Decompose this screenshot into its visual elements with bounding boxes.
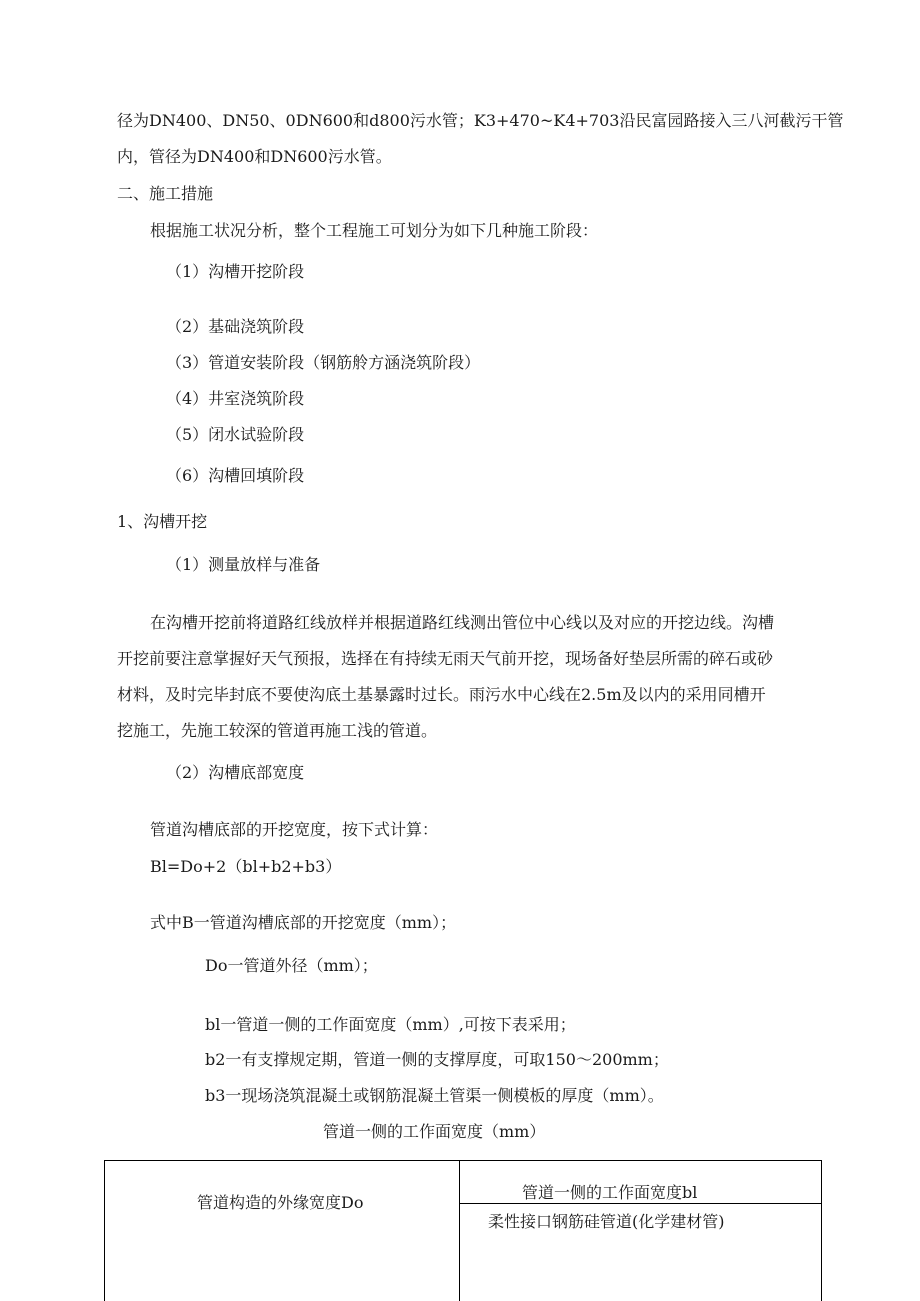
table-subheader-label: 柔性接口钢筋硅管道(化学建材管) <box>488 1212 725 1231</box>
formula: Bl=Do+2（bl+b2+b3） <box>150 857 342 876</box>
definition-line: bl一管道一侧的工作面宽度（mm）,可按下表采用； <box>205 1015 576 1034</box>
table-header-cell <box>105 1161 460 1301</box>
paragraph-line: 材料，及时完毕封底不要使沟底土基暴露时过长。雨污水中心线在2.5m及以内的采用同槽开 <box>117 685 766 704</box>
paragraph-line: 管道沟槽底部的开挖宽度，按下式计算： <box>150 820 439 839</box>
definition-line: 式中B一管道沟槽底部的开挖宽度（mm）； <box>150 913 457 932</box>
section-heading: 1、沟槽开挖 <box>117 512 208 531</box>
paragraph-line: 内，管径为DN400和DN600污水管。 <box>117 147 392 166</box>
table-header-label: 管道构造的外缘宽度Do <box>197 1193 364 1212</box>
paragraph-line: 挖施工，先施工较深的管道再施工浅的管道。 <box>117 721 438 740</box>
stage-item: （2）基础浇筑阶段 <box>166 317 305 336</box>
stage-item: （1）沟槽开挖阶段 <box>166 262 305 281</box>
table-header-label: 管道一侧的工作面宽度bl <box>522 1183 698 1202</box>
subsection-heading: （2）沟槽底部宽度 <box>166 763 305 782</box>
stage-item: （6）沟槽回填阶段 <box>166 466 305 485</box>
table-caption: 管道一侧的工作面宽度（mm） <box>323 1122 546 1141</box>
subsection-heading: （1）测量放样与准备 <box>166 555 321 574</box>
definition-line: Do一管道外径（mm）； <box>205 956 378 975</box>
stage-item: （4）井室浇筑阶段 <box>166 389 305 408</box>
paragraph-line: 根据施工状况分析，整个工程施工可划分为如下几种施工阶段： <box>150 221 599 240</box>
paragraph-line: 在沟槽开挖前将道路红线放样并根据道路红线测出管位中心线以及对应的开挖边线。沟槽 <box>150 613 775 632</box>
definition-line: b2一有支撑规定期，管道一侧的支撑厚度，可取150～200mm； <box>205 1050 669 1069</box>
paragraph-line: 径为DN400、DN50、0DN600和d800污水管；K3+470~K4+703沿民富园路接入三八河截污干管 <box>117 111 844 130</box>
section-heading: 二、施工措施 <box>117 184 214 203</box>
table-header-cell <box>460 1161 821 1204</box>
table-subheader-cell <box>460 1204 821 1244</box>
definition-line: b3一现场浇筑混凝土或钢筋混凝土管渠一侧模板的厚度（mm）。 <box>205 1086 664 1105</box>
stage-item: （5）闭水试验阶段 <box>166 425 305 444</box>
work-width-table <box>104 1160 822 1301</box>
paragraph-line: 开挖前要注意掌握好天气预报，选择在有持续无雨天气前开挖，现场备好垫层所需的碎石或砂 <box>117 649 774 668</box>
stage-item: （3）管道安装阶段（钢筋舲方涵浇筑阶段） <box>166 353 481 372</box>
